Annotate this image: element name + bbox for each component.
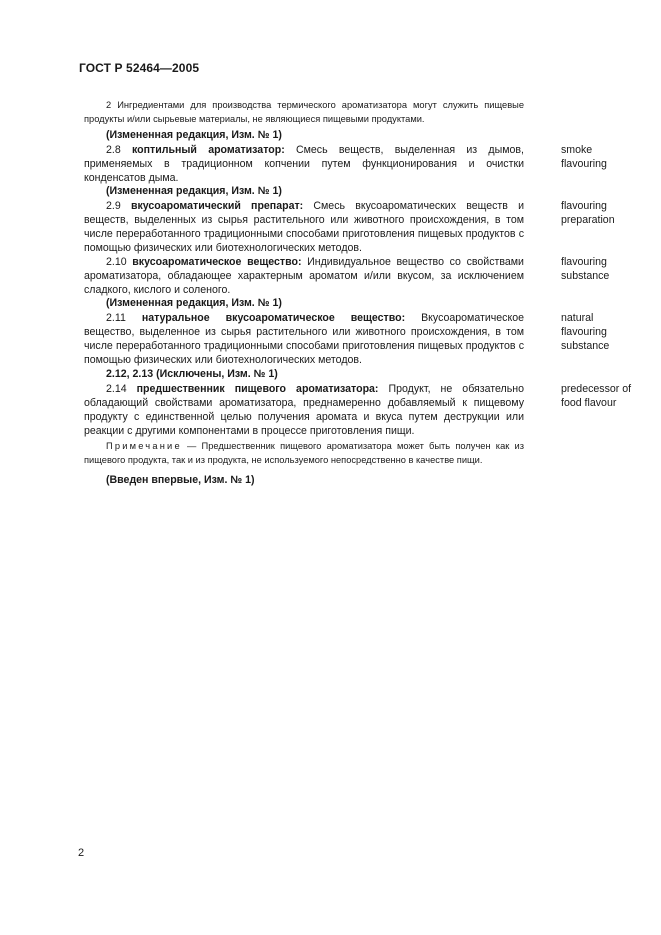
english-term-line: substance: [561, 270, 610, 282]
english-term-line: flavouring: [561, 200, 607, 212]
term-definition: Смесь веществ, выделенная из дымов, применяемых в традиционном копчении путем функционирования и очистки конденсатов дыма.: [84, 144, 524, 184]
term-name: вкусоароматический препарат:: [130, 200, 304, 212]
note-2-paragraph: 2 Ингредиентами для производства термического ароматизатора могут служить пищевые продукты и/или сырьевые материалы, не являющиеся пищевыми продуктами.: [84, 100, 524, 124]
english-term-line: substance: [561, 340, 610, 352]
note-paragraph: [84, 440, 524, 467]
english-term-line: smoke: [561, 144, 593, 156]
english-term-line: flavouring: [561, 326, 607, 338]
english-equivalent-2-11: [561, 311, 609, 353]
amendment-note: (Измененная редакция, Изм. № 1): [106, 297, 282, 309]
term-name: предшественник пищевого ароматизатора:: [136, 383, 379, 395]
english-equivalent-2-8: [561, 143, 607, 171]
english-term-line: flavouring: [561, 256, 607, 268]
term-definition: Вкусоароматическое вещество, выделенное из сырья растительного или животного происхождения, в том числе переработанного традиционными способами приготовления пищевых продуктов с помощью физических или биотехнологических методов.: [84, 312, 525, 366]
page-number: 2: [78, 847, 85, 859]
entry-number: 2.10: [106, 256, 127, 268]
term-definition: Смесь вкусоароматических веществ и веществ, выделенных из сырья растительного или животного происхождения, в том числе переработанного традиционными способами приготовления пищевых продуктов с помощью физических или биотехнологических методов.: [84, 200, 524, 254]
term-definition: Продукт, не обязательно обладающий свойствами ароматизатора, преднамеренно добавляемый к пищевому продукту с единственной целью получения аромата и вкуса путем деструкции или реакции с другими компонентами в процессе приготовления пищи.: [84, 383, 524, 437]
document-header: ГОСТ Р 52464—2005: [79, 61, 200, 75]
note-dash: —: [181, 441, 202, 451]
excluded-entries-note: 2.12, 2.13 (Исключены, Изм. № 1): [106, 368, 278, 380]
note-label: Примечание: [106, 441, 182, 451]
english-equivalent-2-14: [561, 382, 631, 410]
note-text: Предшественник пищевого ароматизатора может быть получен как из пищевого продукта, так и из продукта, не используемого непосредственно в качестве пищи.: [84, 441, 524, 465]
amendment-note: (Измененная редакция, Изм. № 1): [106, 129, 282, 141]
entry-number: 2.8: [106, 144, 121, 156]
english-term-line: food flavour: [561, 397, 617, 409]
entry-number: 2.9: [106, 200, 121, 212]
term-name: коптильный ароматизатор:: [132, 144, 285, 156]
introduced-note: (Введен впервые, Изм. № 1): [106, 474, 255, 486]
entry-number: 2.11: [106, 312, 126, 324]
english-term-line: natural: [561, 312, 594, 324]
term-entry-2-9: [84, 199, 524, 255]
english-equivalent-2-10: [561, 255, 609, 283]
amendment-note: (Измененная редакция, Изм. № 1): [106, 185, 282, 197]
entry-number: 2.14: [106, 383, 127, 395]
english-term-line: predecessor of: [561, 383, 632, 395]
english-equivalent-2-9: [561, 199, 615, 227]
english-term-line: preparation: [561, 214, 615, 226]
term-entry-2-11: [84, 311, 524, 367]
term-entry-2-10: [84, 255, 524, 297]
term-entry-2-8: [84, 143, 524, 185]
term-definition: Индивидуальное вещество со свойствами ароматизатора, обладающее характерным ароматом и/или вкусом, за исключением сладкого, кислого и соленого.: [84, 256, 524, 296]
term-entry-2-14: [84, 382, 524, 438]
english-term-line: flavouring: [561, 158, 607, 170]
term-name: натуральное вкусоароматическое вещество:: [141, 312, 406, 324]
term-name: вкусоароматическое вещество:: [132, 256, 302, 268]
